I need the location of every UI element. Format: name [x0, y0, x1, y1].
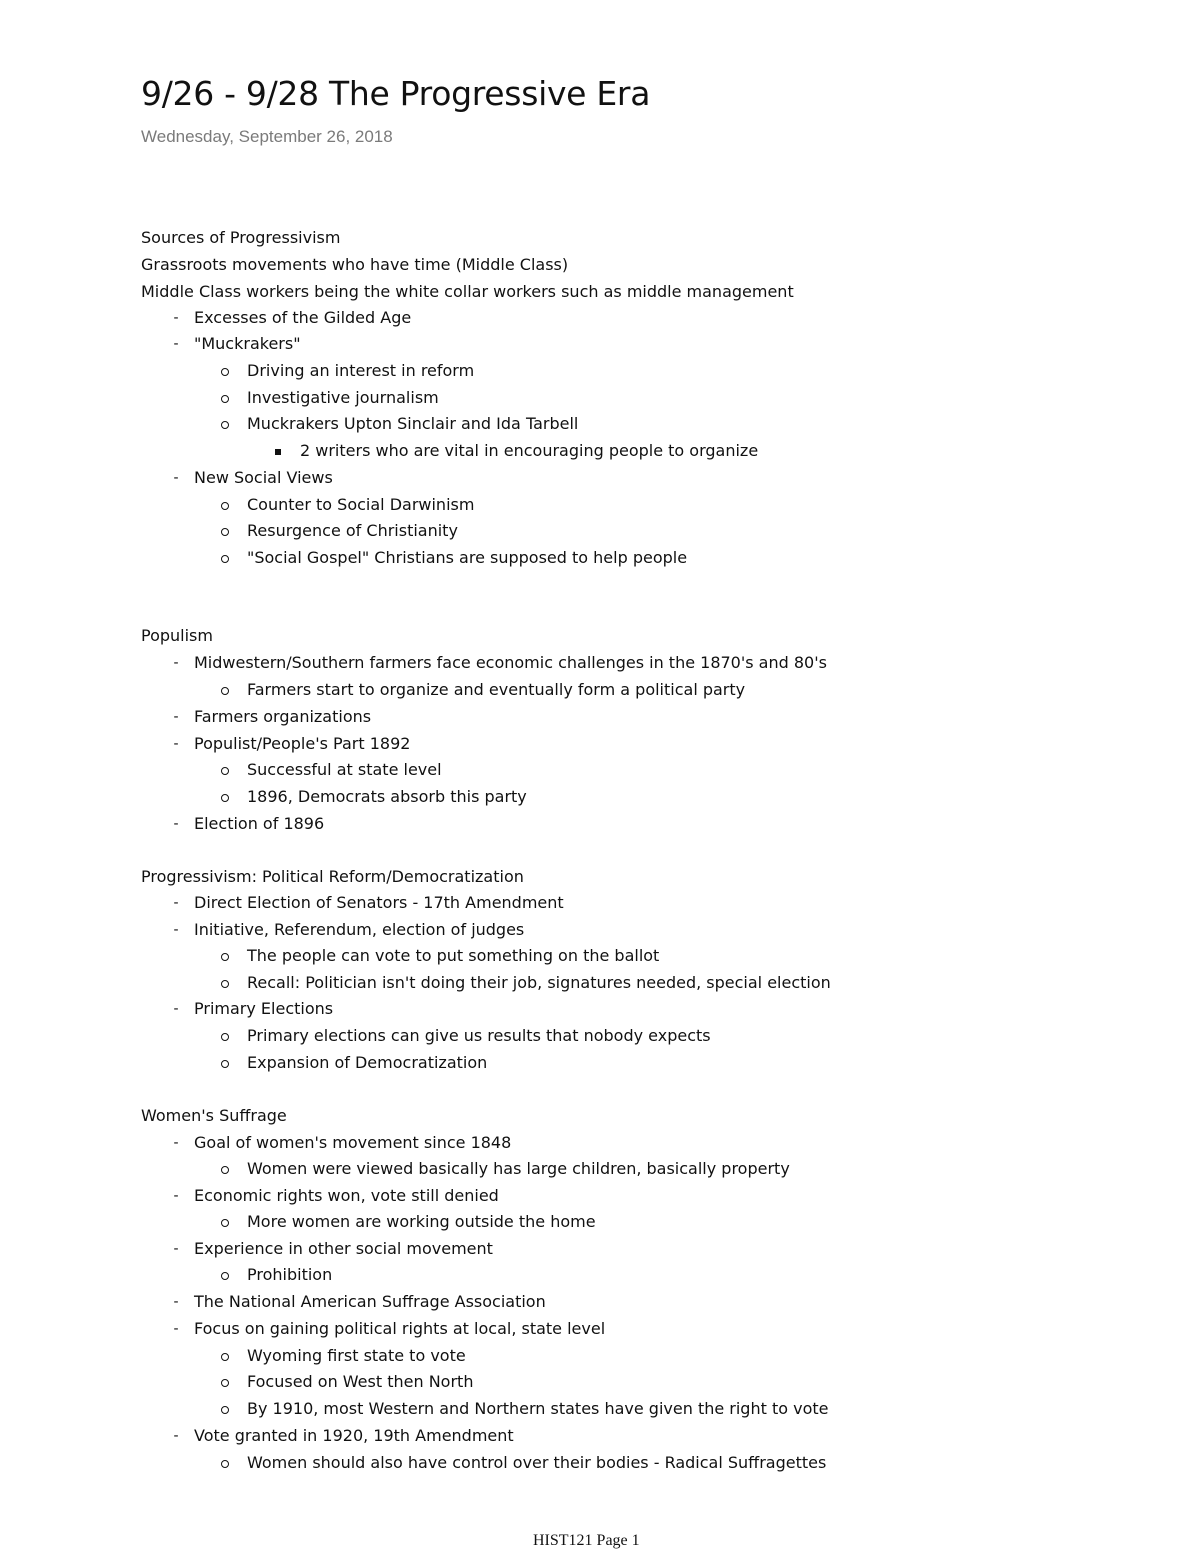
dash-bullet-icon: - [173, 1188, 179, 1204]
list-item: Populist/People's Part 1892 [194, 734, 411, 753]
dash-bullet-icon: - [173, 1241, 179, 1257]
dash-bullet-icon: - [173, 709, 179, 725]
list-item: 1896, Democrats absorb this party [247, 787, 527, 806]
dash-bullet-icon: - [173, 1294, 179, 1310]
list-item: Counter to Social Darwinism [247, 495, 475, 514]
section-line: Populism [141, 626, 213, 645]
dash-bullet-icon: - [173, 310, 179, 326]
list-item: New Social Views [194, 468, 333, 487]
list-item: Focused on West then North [247, 1372, 474, 1391]
list-item: Election of 1896 [194, 814, 325, 833]
section-line: Women's Suffrage [141, 1106, 287, 1125]
circle-bullet-icon [221, 502, 229, 510]
circle-bullet-icon [221, 1272, 229, 1280]
list-item: The people can vote to put something on the ballot [247, 946, 660, 965]
list-item: Direct Election of Senators - 17th Amendment [194, 893, 564, 912]
list-item: Vote granted in 1920, 19th Amendment [194, 1426, 514, 1445]
dash-bullet-icon: - [173, 1001, 179, 1017]
circle-bullet-icon [221, 1353, 229, 1361]
list-item: Muckrakers Upton Sinclair and Ida Tarbell [247, 414, 579, 433]
page-title: 9/26 - 9/28 The Progressive Era [141, 74, 651, 113]
circle-bullet-icon [221, 1460, 229, 1468]
list-item: Farmers start to organize and eventually form a political party [247, 680, 746, 699]
list-item: Focus on gaining political rights at local, state level [194, 1319, 606, 1338]
list-item: Women should also have control over their bodies - Radical Suffragettes [247, 1453, 827, 1472]
list-item: Midwestern/Southern farmers face economic challenges in the 1870's and 80's [194, 653, 827, 672]
dash-bullet-icon: - [173, 1135, 179, 1151]
list-item: "Muckrakers" [194, 334, 301, 353]
circle-bullet-icon [221, 980, 229, 988]
list-item: Farmers organizations [194, 707, 372, 726]
circle-bullet-icon [221, 1379, 229, 1387]
square-bullet-icon [275, 449, 281, 455]
list-item: More women are working outside the home [247, 1212, 596, 1231]
circle-bullet-icon [221, 1406, 229, 1414]
page-footer: HIST121 Page 1 [533, 1532, 640, 1549]
dash-bullet-icon: - [173, 895, 179, 911]
list-item: The National American Suffrage Association [194, 1292, 546, 1311]
list-item: Initiative, Referendum, election of judges [194, 920, 525, 939]
circle-bullet-icon [221, 1219, 229, 1227]
list-item: Women were viewed basically has large children, basically property [247, 1159, 790, 1178]
dash-bullet-icon: - [173, 470, 179, 486]
dash-bullet-icon: - [173, 336, 179, 352]
circle-bullet-icon [221, 767, 229, 775]
circle-bullet-icon [221, 421, 229, 429]
list-item: Wyoming first state to vote [247, 1346, 466, 1365]
list-item: Experience in other social movement [194, 1239, 493, 1258]
dash-bullet-icon: - [173, 1321, 179, 1337]
section-line: Grassroots movements who have time (Middle Class) [141, 255, 569, 274]
circle-bullet-icon [221, 794, 229, 802]
list-item: Recall: Politician isn't doing their job, signatures needed, special election [247, 973, 831, 992]
list-item: Resurgence of Christianity [247, 521, 458, 540]
list-item: By 1910, most Western and Northern states have given the right to vote [247, 1399, 829, 1418]
circle-bullet-icon [221, 528, 229, 536]
dash-bullet-icon: - [173, 1428, 179, 1444]
section-line: Progressivism: Political Reform/Democratization [141, 867, 524, 886]
circle-bullet-icon [221, 953, 229, 961]
section-line: Middle Class workers being the white collar workers such as middle management [141, 282, 794, 301]
list-item: Prohibition [247, 1265, 333, 1284]
list-item: Successful at state level [247, 760, 442, 779]
list-item: Primary elections can give us results that nobody expects [247, 1026, 711, 1045]
list-item: Goal of women's movement since 1848 [194, 1133, 512, 1152]
circle-bullet-icon [221, 368, 229, 376]
circle-bullet-icon [221, 555, 229, 563]
dash-bullet-icon: - [173, 736, 179, 752]
circle-bullet-icon [221, 1060, 229, 1068]
dash-bullet-icon: - [173, 922, 179, 938]
list-item: Expansion of Democratization [247, 1053, 488, 1072]
list-item: Primary Elections [194, 999, 334, 1018]
list-item: Driving an interest in reform [247, 361, 475, 380]
circle-bullet-icon [221, 1033, 229, 1041]
circle-bullet-icon [221, 687, 229, 695]
list-item: 2 writers who are vital in encouraging people to organize [300, 441, 759, 460]
list-item: "Social Gospel" Christians are supposed to help people [247, 548, 688, 567]
list-item: Economic rights won, vote still denied [194, 1186, 499, 1205]
dash-bullet-icon: - [173, 816, 179, 832]
list-item: Investigative journalism [247, 388, 439, 407]
section-line: Sources of Progressivism [141, 228, 341, 247]
circle-bullet-icon [221, 395, 229, 403]
list-item: Excesses of the Gilded Age [194, 308, 412, 327]
dash-bullet-icon: - [173, 655, 179, 671]
circle-bullet-icon [221, 1166, 229, 1174]
page-date: Wednesday, September 26, 2018 [141, 127, 393, 146]
